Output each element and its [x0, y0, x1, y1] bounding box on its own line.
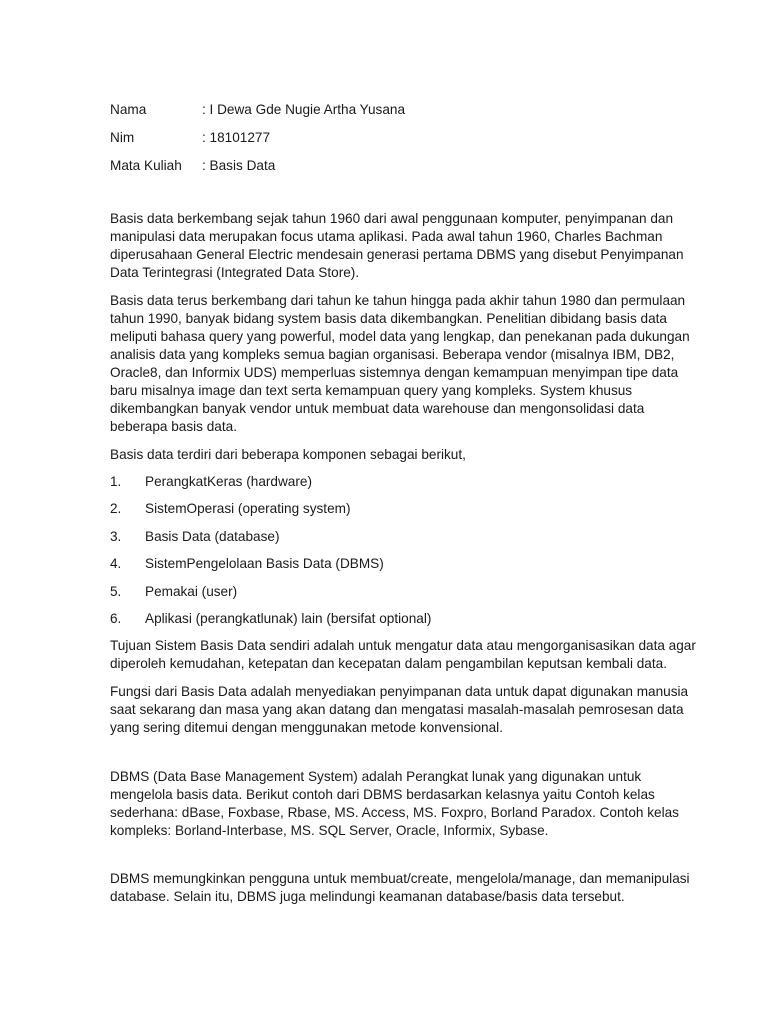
- info-row-nama: [110, 101, 700, 129]
- list-number: 6.: [110, 610, 122, 626]
- info-row-nim: [110, 129, 700, 157]
- paragraph-history: Basis data berkembang sejak tahun 1960 dari awal penggunaan komputer, penyimpanan dan manipulasi data merupakan focus utama aplikasi. Pada awal tahun 1960, Charles Bachman diperusahaan General Electric mendesain generasi pertama DBMS yang disebut Penyimpanan Data Terintegrasi (Integrated Data Store).: [110, 211, 684, 280]
- info-row-mata-kuliah: [110, 157, 700, 185]
- list-number: 3.: [110, 528, 122, 544]
- info-label: Nim: [110, 130, 135, 145]
- list-item: [110, 473, 700, 500]
- document-page: [110, 101, 700, 906]
- list-item: [110, 528, 700, 555]
- list-item: [110, 500, 700, 527]
- paragraph-dbms-definition: DBMS (Data Base Management System) adalah Perangkat lunak yang digunakan untuk mengelola basis data. Berikut contoh dari DBMS berdasarkan kelasnya yaitu Contoh kelas sederhana: dBase, Foxbase, Rbase, MS. Access, MS. Foxpro, Borland Paradox. Contoh kelas kompleks: Borland-Interbase, MS. SQL Server, Oracle, Informix, Sybase.: [110, 769, 679, 839]
- list-text: Aplikasi (perangkatlunak) lain (bersifat optional): [145, 610, 432, 626]
- info-label: Nama: [110, 102, 147, 117]
- list-number: 2.: [110, 501, 122, 517]
- student-info: [110, 101, 700, 185]
- list-text: Basis Data (database): [145, 528, 280, 544]
- list-item: [110, 583, 700, 610]
- list-number: 5.: [110, 583, 122, 599]
- paragraph-dbms-capabilities: DBMS memungkinkan pengguna untuk membuat/create, mengelola/manage, dan memanipulasi database. Selain itu, DBMS juga melindungi keamanan database/basis data tersebut.: [110, 871, 690, 905]
- paragraph-development: Basis data terus berkembang dari tahun ke tahun hingga pada akhir tahun 1980 dan permulaan tahun 1990, banyak bidang system basis data dikembangkan. Penelitian dibidang basis data meliputi bahasa query yang powerful, model data yang lengkap, dan penekanan pada dukungan analisis data yang kompleks semua bagian organisasi. Beberapa vendor (misalnya IBM, DB2, Oracle8, dan Informix UDS) memperluas sistemnya dengan kemampuan menyimpan tipe data baru misalnya image dan text serta kemampuan query yang kompleks. System khusus dikembangkan banyak vendor untuk membuat data warehouse dan mengonsolidasi data beberapa basis data.: [110, 293, 690, 434]
- components-list: [110, 473, 700, 637]
- list-number: 1.: [110, 474, 122, 489]
- list-text: PerangkatKeras (hardware): [145, 474, 312, 489]
- info-label: Mata Kuliah: [110, 158, 182, 173]
- list-text: Pemakai (user): [145, 583, 238, 599]
- list-number: 4.: [110, 556, 122, 572]
- paragraph-function: Fungsi dari Basis Data adalah menyediakan penyimpanan data untuk dapat digunakan manusia saat sekarang dan masa yang akan datang dan mengatasi masalah-masalah pemrosesan data yang sering ditemui dengan menggunakan metode konvensional.: [110, 684, 689, 736]
- info-value: : I Dewa Gde Nugie Artha Yusana: [202, 102, 406, 117]
- info-value: : 18101277: [202, 130, 271, 145]
- list-item: [110, 610, 700, 637]
- list-item: [110, 555, 700, 582]
- paragraph-components-intro: Basis data terdiri dari beberapa komponen sebagai berikut,: [110, 447, 466, 462]
- paragraph-purpose: Tujuan Sistem Basis Data sendiri adalah untuk mengatur data atau mengorganisasikan data agar diperoleh kemudahan, ketepatan dan kecepatan dalam pengambilan keputsan kembali data.: [110, 638, 696, 672]
- info-value: : Basis Data: [202, 158, 276, 173]
- list-text: SistemOperasi (operating system): [145, 501, 351, 517]
- list-text: SistemPengelolaan Basis Data (DBMS): [145, 556, 384, 572]
